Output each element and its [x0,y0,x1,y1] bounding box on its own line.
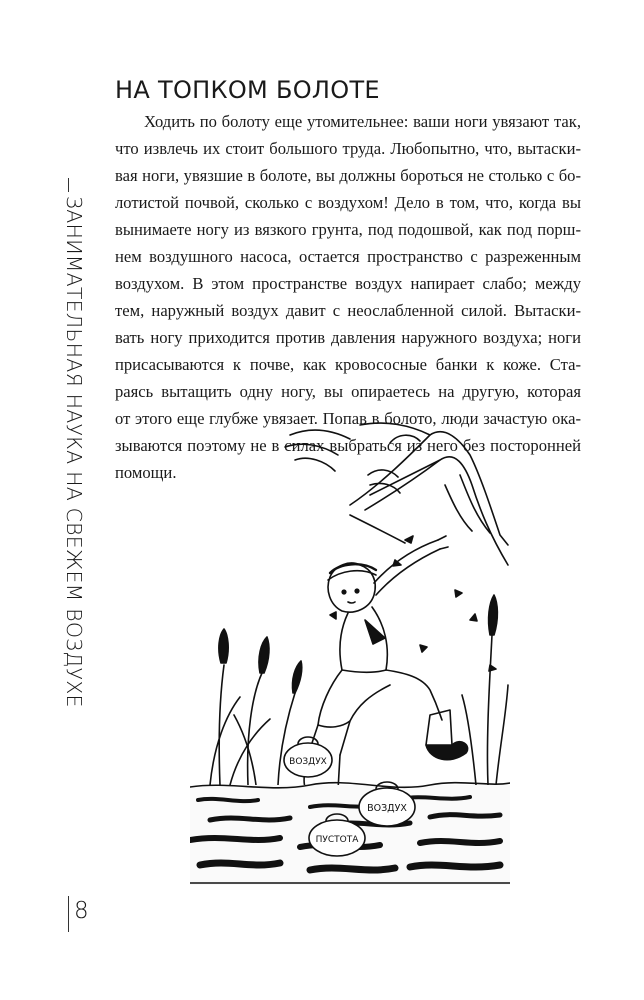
paragraph-line: от этого еще глубже увязает. Попав в болото, люди зачастую ока- [115,409,581,428]
paragraph-line: помощи. [115,463,177,482]
paragraph-line: зываются поэтому не в силах выбраться из него без посторонней [115,436,581,455]
paragraph-line: вая ноги, увязшие в болоте, вы должны бороться не столько с бо- [115,166,581,185]
paragraph-line: что извлечь их стоит большого труда. Любопытно, что, вытаски- [115,139,581,158]
weight-label-right: ВОЗДУХ [367,803,407,814]
paragraph-line: присасываются к почве, как кровососные банки к коже. Ста- [115,355,581,374]
running-title-rule [68,178,69,192]
section-heading: НА ТОПКОМ БОЛОТЕ [115,76,380,104]
paragraph-line: тем, наружный воздух давит с неослабленной силой. Вытаски- [115,301,581,320]
paragraph-line: нем воздушного насоса, остается пространство с разреженным [115,247,581,266]
falling-leaves [330,536,496,671]
running-title: ЗАНИМАТЕЛЬНАЯ НАУКА НА СВЕЖЕМ ВОЗДУХЕ [62,196,86,708]
weight-left [284,737,332,777]
weight-label-left: ВОЗДУХ [289,757,327,767]
cattails [210,595,508,785]
paragraph-line: воздухом. В этом пространстве воздух напирает слабо; между [115,274,581,293]
paragraph-line: вынимаете ногу из вязкого грунта, под подошвой, как под порш- [115,220,581,239]
swamp-illustration [190,415,510,890]
paragraph-line: вать ногу приходится против давления наружного воздуха; ноги [115,328,581,347]
weight-label-bottom: ПУСТОТА [315,835,359,845]
page-number-rule [68,896,69,932]
tree-branch [285,423,508,565]
page-number: 8 [74,898,89,924]
paragraph-line: раясь вытащить одну ногу, вы опираетесь на другую, которая [115,382,581,401]
paragraph-line: лотистой почвой, сколько с воздухом! Дело в том, что, когда вы [115,193,581,212]
paragraph-line: Ходить по болоту еще утомительнее: ваши ноги увязают так, [144,112,581,131]
